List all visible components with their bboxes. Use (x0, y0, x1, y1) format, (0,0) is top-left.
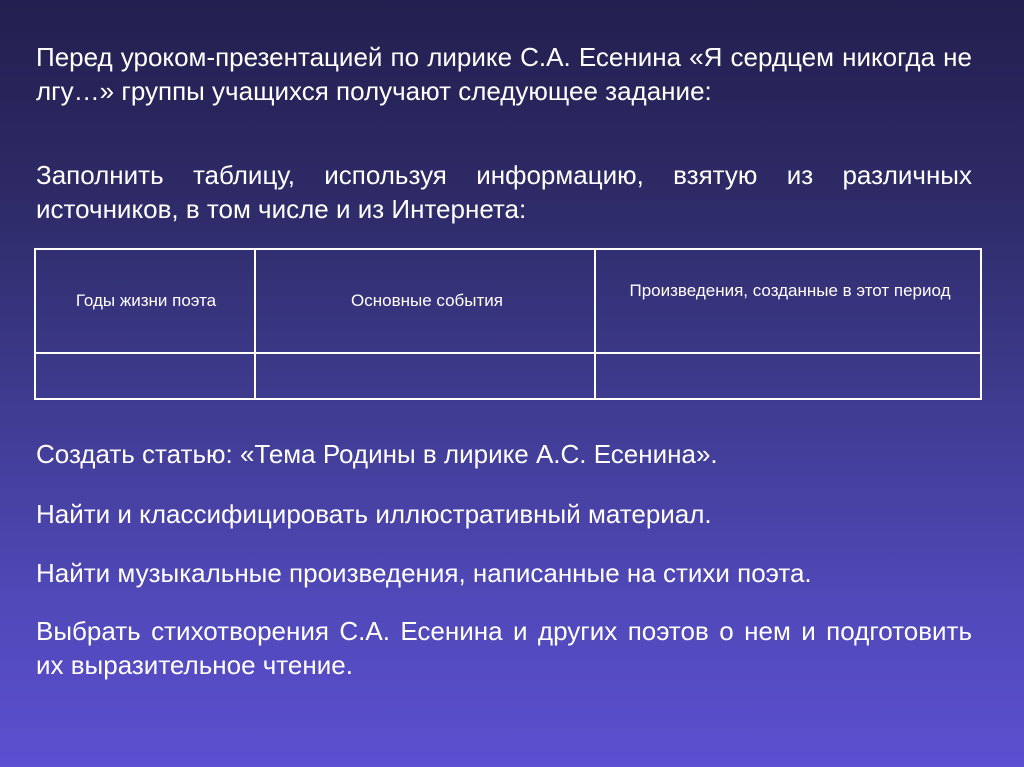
table-header-works: Произведения, созданные в этот период (629, 281, 951, 300)
task-item-music: Найти музыкальные произведения, написанные на стихи поэта. (36, 558, 812, 588)
task-item-illustrations: Найти и классифицировать иллюстративный материал. (36, 499, 712, 529)
table-header-years: Годы жизни поэта (75, 291, 217, 310)
task-item-reading: Выбрать стихотворения С.А. Есенина и других поэтов о нем и подготовить их выразительное чтение. (36, 616, 972, 680)
table-cell-years (36, 354, 254, 398)
table-header-events: Основные события (351, 291, 503, 310)
table-cell-events (256, 354, 594, 398)
task-paragraph: Заполнить таблицу, используя информацию, взятую из различных источников, в том числе и из Интернета: (36, 160, 972, 224)
assignment-table (34, 248, 982, 400)
task-item-article: Создать статью: «Тема Родины в лирике А.С. Есенина». (36, 439, 718, 469)
table-cell-works (596, 354, 980, 398)
intro-paragraph: Перед уроком-презентацией по лирике С.А. Есенина «Я сердцем никогда не лгу…» группы учащихся получают следующее задание: (36, 42, 972, 106)
